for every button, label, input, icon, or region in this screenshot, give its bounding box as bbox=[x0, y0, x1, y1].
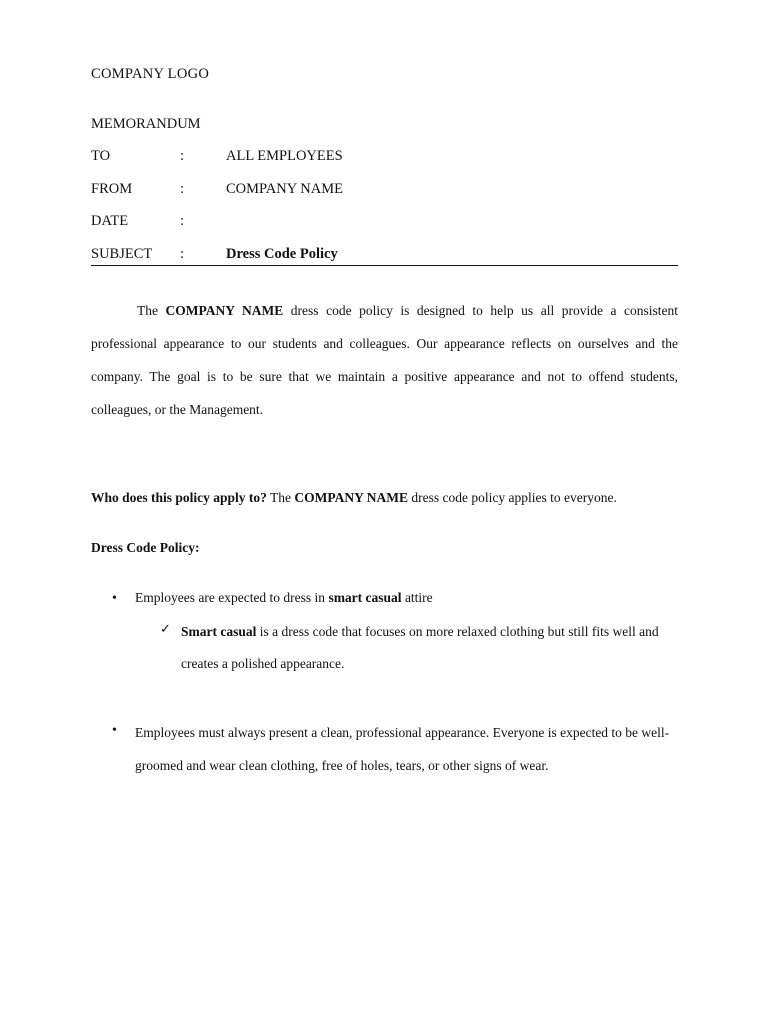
field-colon: : bbox=[180, 181, 185, 197]
field-colon: : bbox=[180, 246, 185, 262]
item-bold: smart casual bbox=[328, 590, 402, 605]
policy-subitem-smart-casual bbox=[181, 616, 681, 680]
item-rest: attire bbox=[401, 590, 433, 605]
memo-field-date bbox=[91, 213, 678, 233]
applies-to-lead: The bbox=[266, 490, 295, 505]
field-colon: : bbox=[180, 148, 185, 164]
applies-to-text: dress code policy applies to everyone. bbox=[408, 490, 617, 505]
policy-item-attire bbox=[135, 590, 433, 606]
applies-to-company-name: COMPANY NAME bbox=[294, 490, 409, 505]
bullet-icon: • bbox=[112, 723, 117, 738]
intro-lead: The bbox=[137, 303, 166, 318]
checkmark-icon: ✓ bbox=[160, 622, 171, 637]
subitem-rest: is a dress code that focuses on more relaxed clothing but still fits well and creates a polished appearance. bbox=[181, 624, 659, 671]
applies-to-line bbox=[91, 490, 617, 506]
item-lead: Employees are expected to dress in bbox=[135, 590, 329, 605]
intro-paragraph bbox=[91, 294, 678, 426]
field-label: FROM bbox=[91, 181, 133, 197]
field-value: Dress Code Policy bbox=[226, 246, 338, 262]
memo-field-from bbox=[91, 181, 678, 201]
field-colon: : bbox=[180, 213, 185, 229]
memo-field-to bbox=[91, 148, 678, 168]
field-label: TO bbox=[91, 148, 111, 164]
applies-to-question: Who does this policy apply to? bbox=[91, 490, 267, 505]
policy-item-appearance: Employees must always present a clean, professional appearance. Everyone is expected to be well-groomed and wear clean clothing, free of holes, tears, or other signs of wear. bbox=[135, 725, 670, 773]
subitem-bold: Smart casual bbox=[181, 624, 257, 639]
memo-title: MEMORANDUM bbox=[91, 116, 201, 132]
field-value: ALL EMPLOYEES bbox=[226, 148, 343, 164]
company-logo-text: COMPANY LOGO bbox=[91, 66, 210, 82]
field-label: DATE bbox=[91, 213, 129, 229]
field-label: SUBJECT bbox=[91, 246, 153, 262]
intro-text: dress code policy is designed to help us all provide a consistent professional appearance to our students and colleagues. Our appearance reflects on ourselves and the company. The goal is to be sure that we maintain a positive appearance and not to offend students, colleagues, or the Management. bbox=[91, 303, 678, 417]
field-value: COMPANY NAME bbox=[226, 181, 343, 197]
header-divider bbox=[91, 265, 678, 266]
memo-field-subject bbox=[91, 246, 678, 266]
intro-company-name: COMPANY NAME bbox=[165, 303, 284, 318]
policy-heading: Dress Code Policy: bbox=[91, 540, 200, 555]
bullet-icon: • bbox=[112, 591, 117, 606]
